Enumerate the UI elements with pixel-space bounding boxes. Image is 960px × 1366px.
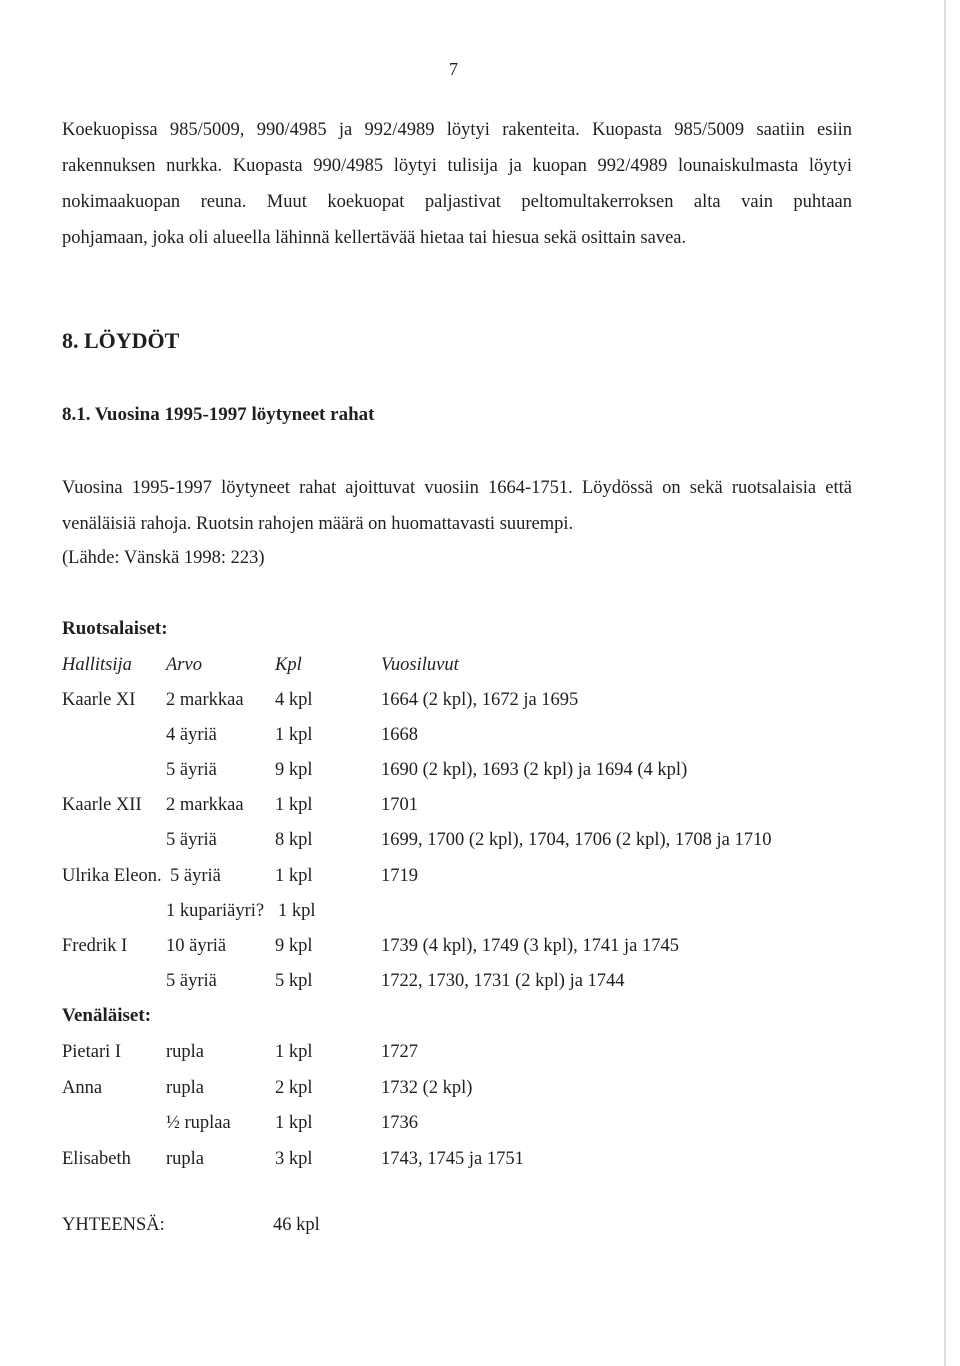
row-years: 1719 — [381, 866, 418, 886]
row-years: 1699, 1700 (2 kpl), 1704, 1706 (2 kpl), 1708 ja 1710 — [381, 830, 772, 850]
row-count: 8 kpl — [275, 830, 313, 850]
subsection-heading: 8.1. Vuosina 1995-1997 löytyneet rahat — [62, 404, 375, 425]
row-ruler: Fredrik I — [62, 936, 128, 956]
row-value: ½ ruplaa — [166, 1113, 231, 1133]
body-line: venäläisiä rahoja. Ruotsin rahojen määrä on huomattavasti suurempi. — [62, 514, 574, 534]
row-years: 1722, 1730, 1731 (2 kpl) ja 1744 — [381, 971, 625, 991]
row-count: 1 kpl — [275, 866, 313, 886]
body-line: Vuosina 1995-1997 löytyneet rahat ajoittuvat vuosiin 1664-1751. Löydössä on sekä ruotsalaisia että — [62, 478, 852, 498]
row-count: 2 kpl — [275, 1078, 313, 1098]
intro-line: Koekuopissa 985/5009, 990/4985 ja 992/4989 löytyi rakenteita. Kuopasta 985/5009 saatiin esiin — [62, 120, 852, 140]
row-ruler: Elisabeth — [62, 1149, 131, 1169]
row-value: rupla — [166, 1042, 205, 1062]
row-years: 1664 (2 kpl), 1672 ja 1695 — [381, 690, 579, 710]
row-count: 1 kpl — [275, 725, 313, 745]
row-value: rupla — [166, 1149, 205, 1169]
row-value: 2 markkaa — [166, 690, 244, 710]
row-count: 9 kpl — [275, 936, 313, 956]
row-count: 1 kpl — [275, 1113, 313, 1133]
total-label: YHTEENSÄ: — [62, 1215, 165, 1235]
row-value: 5 äyriä — [170, 866, 221, 886]
intro-line: nokimaakuopan reuna. Muut koekuopat paljastivat peltomultakerroksen alta vain puhtaan — [62, 192, 852, 212]
row-ruler: Pietari I — [62, 1042, 122, 1062]
row-years: 1727 — [381, 1042, 418, 1062]
intro-paragraph — [62, 118, 852, 262]
row-ruler: Anna — [62, 1078, 103, 1098]
row-value: 4 äyriä — [166, 725, 217, 745]
swedish-coins-label: Ruotsalaiset: — [62, 618, 168, 639]
page-number: 7 — [449, 59, 458, 79]
source-citation: (Lähde: Vänskä 1998: 223) — [62, 548, 265, 568]
row-years: 1690 (2 kpl), 1693 (2 kpl) ja 1694 (4 kpl) — [381, 760, 688, 780]
page-edge — [944, 0, 946, 1366]
row-years: 1732 (2 kpl) — [381, 1078, 473, 1098]
section-heading: 8. LÖYDÖT — [62, 328, 180, 353]
row-ruler: Ulrika Eleon. — [62, 866, 162, 886]
row-count: 4 kpl — [275, 690, 313, 710]
intro-line: rakennuksen nurkka. Kuopasta 990/4985 löytyi tulisija ja kuopan 992/4989 lounaiskulmasta löytyi — [62, 156, 852, 176]
row-years: 1736 — [381, 1113, 418, 1133]
coins-paragraph — [62, 476, 852, 548]
row-count: 5 kpl — [275, 971, 313, 991]
header-ruler: Hallitsija — [62, 655, 132, 675]
row-value: 5 äyriä — [166, 760, 217, 780]
russian-coins-label: Venäläiset: — [62, 1005, 152, 1026]
row-value: 5 äyriä — [166, 971, 217, 991]
row-years: 1739 (4 kpl), 1749 (3 kpl), 1741 ja 1745 — [381, 936, 680, 956]
row-count: 1 kpl — [278, 901, 316, 921]
header-value: Arvo — [166, 655, 202, 675]
row-years: 1668 — [381, 725, 418, 745]
row-years: 1743, 1745 ja 1751 — [381, 1149, 524, 1169]
row-count: 1 kpl — [275, 1042, 313, 1062]
row-value: rupla — [166, 1078, 205, 1098]
header-years: Vuosiluvut — [381, 655, 459, 675]
row-value: 5 äyriä — [166, 830, 217, 850]
row-ruler: Kaarle XI — [62, 690, 136, 710]
row-value: 1 kupariäyri? — [166, 901, 265, 921]
row-count: 9 kpl — [275, 760, 313, 780]
row-years: 1701 — [381, 795, 418, 815]
header-count: Kpl — [275, 655, 302, 675]
row-ruler: Kaarle XII — [62, 795, 142, 815]
row-count: 1 kpl — [275, 795, 313, 815]
total-value: 46 kpl — [273, 1215, 320, 1235]
row-count: 3 kpl — [275, 1149, 313, 1169]
row-value: 10 äyriä — [166, 936, 227, 956]
row-value: 2 markkaa — [166, 795, 244, 815]
intro-line: pohjamaan, joka oli alueella lähinnä kellertävää hietaa tai hiesua sekä osittain savea. — [62, 228, 687, 248]
